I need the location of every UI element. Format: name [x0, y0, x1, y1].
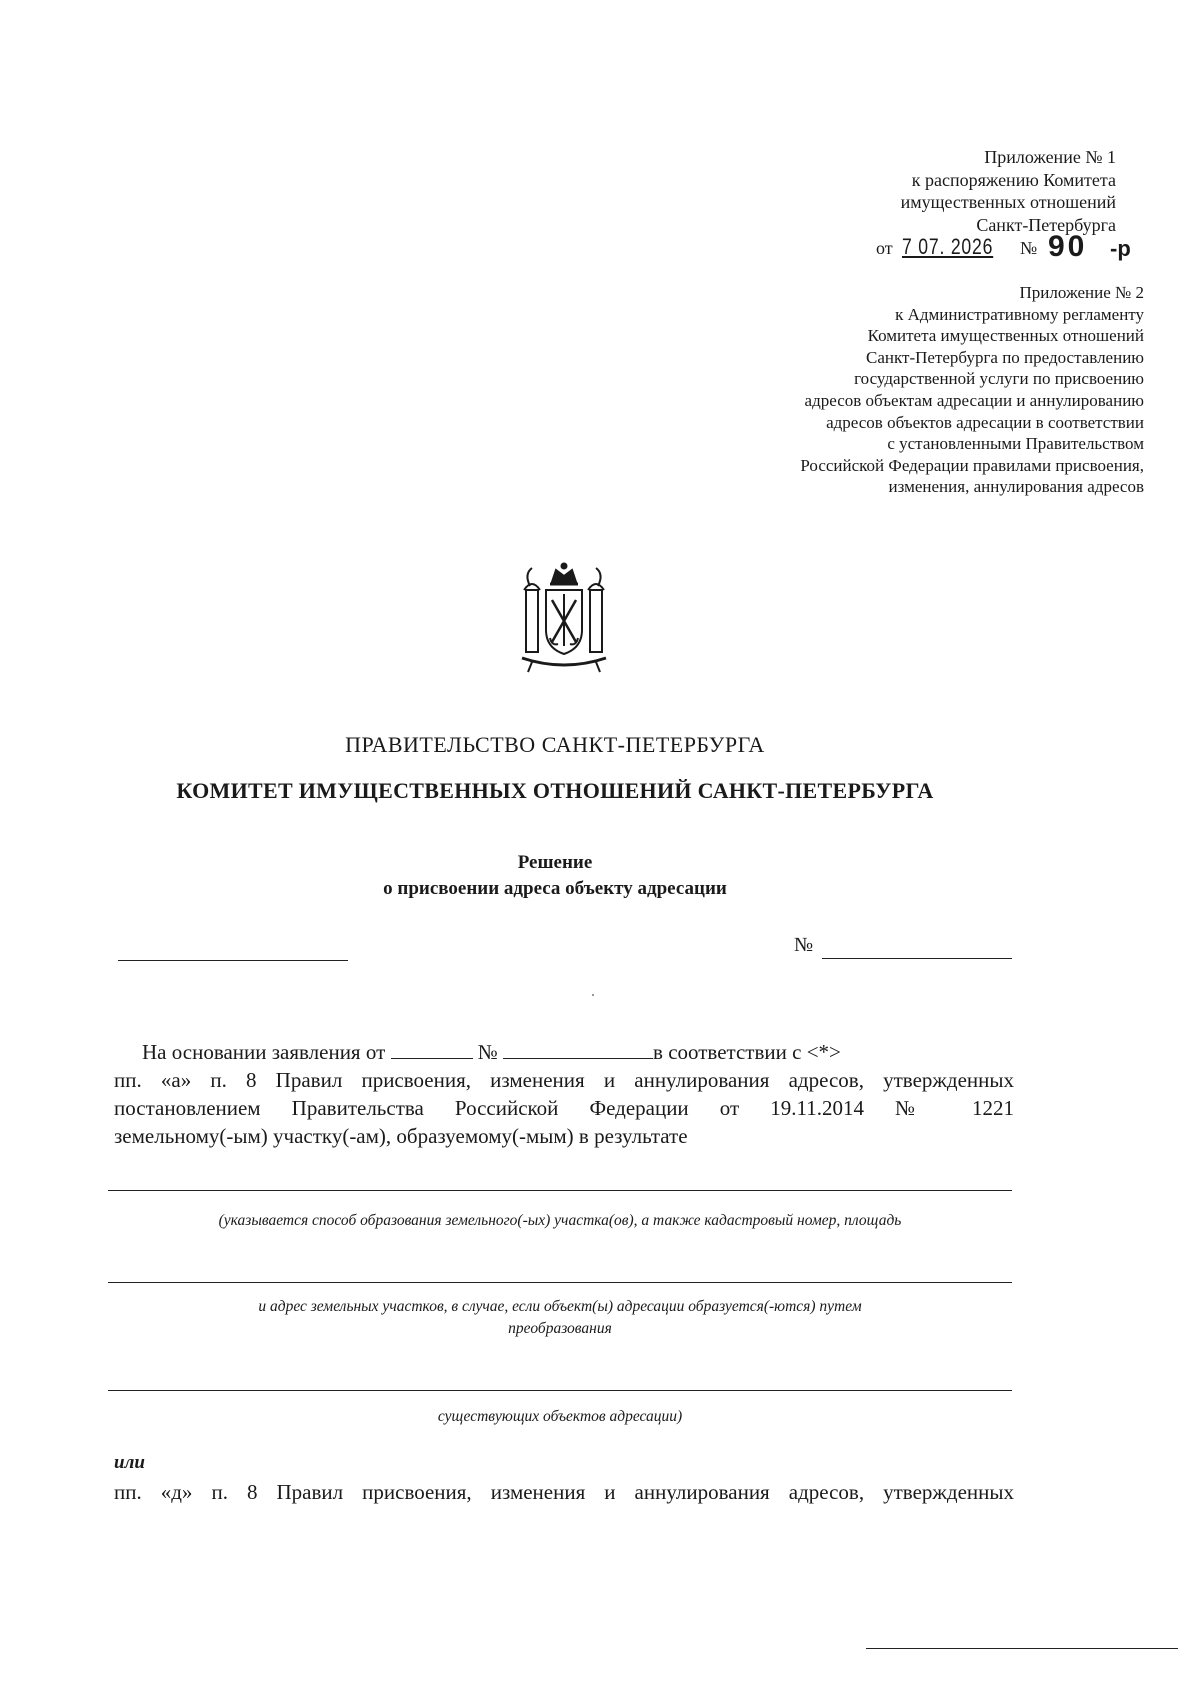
registration-stamp	[870, 232, 1170, 268]
appendix-2-line: к Административному регламенту	[895, 304, 1144, 324]
body-paragraph	[114, 1038, 1014, 1150]
application-date-blank	[391, 1040, 473, 1059]
appendix-1-line: имущественных отношений	[900, 192, 1116, 212]
appendix-2-line: изменения, аннулирования адресов	[888, 477, 1144, 497]
scan-dot	[592, 994, 594, 996]
footer-rule	[866, 1648, 1178, 1649]
body-line-3: постановлением Правительства Российской Федерации от 19.11.2014 № 1221	[114, 1096, 1014, 1120]
fill-in-line-3	[108, 1390, 1012, 1391]
body-paragraph-2	[114, 1478, 1014, 1506]
caption-2-line-2: преобразования	[508, 1320, 612, 1337]
decision-date-blank	[118, 960, 348, 961]
appendix-1-block	[756, 146, 1116, 236]
stamp-number: 90	[1048, 230, 1088, 263]
appendix-2-block	[664, 282, 1144, 498]
stamp-date: 7 07. 2026	[902, 234, 994, 259]
caption-3: существующих объектов адресации)	[437, 1408, 683, 1425]
body-line-4: земельному(-ым) участку(-ам), образуемому(-мым) в результате	[114, 1124, 688, 1148]
or-word: или	[114, 1452, 145, 1473]
fill-in-line-2	[108, 1282, 1012, 1283]
caption-2-line-1: и адрес земельных участков, в случае, если объект(ы) адресации образуется(-ются) путем	[258, 1298, 862, 1315]
appendix-2-line: Санкт-Петербурга по предоставлению	[866, 347, 1144, 367]
appendix-2-line: адресов объектам адресации и аннулированию	[804, 390, 1144, 410]
appendix-1-line: к распоряжению Комитета	[911, 169, 1116, 190]
appendix-2-line: адресов объектов адресации в соответствии	[826, 412, 1144, 432]
stamp-number-suffix: -р	[1110, 236, 1131, 261]
appendix-2-line: государственной услуги по присвоению	[854, 369, 1144, 389]
decision-subtitle: о присвоении адреса объекту адресации	[383, 878, 727, 899]
body-line-5: пп. «д» п. 8 Правил присвоения, изменения и аннулирования адресов, утвержденных	[114, 1480, 1014, 1504]
appendix-1-line: Санкт-Петербурга	[976, 214, 1116, 235]
fill-in-line-1	[108, 1190, 1012, 1191]
in-accordance-text: в соответствии с <*>	[653, 1040, 841, 1064]
decision-number-blank	[822, 958, 1012, 959]
appendix-1-line: Приложение № 1	[984, 147, 1116, 167]
application-number-label: №	[477, 1040, 498, 1064]
appendix-2-line: Российской Федерации правилами присвоения,	[800, 455, 1144, 475]
committee-name: КОМИТЕТ ИМУЩЕСТВЕННЫХ ОТНОШЕНИЙ САНКТ-ПЕТЕРБУРГА	[176, 778, 934, 803]
appendix-2-line: с установленными Правительством	[887, 434, 1144, 454]
body-line-2: пп. «а» п. 8 Правил присвоения, изменения и аннулирования адресов, утвержденных	[114, 1068, 1014, 1092]
appendix-2-line: Комитета имущественных отношений	[867, 326, 1144, 346]
decision-title: Решение	[517, 852, 593, 873]
coat-of-arms-emblem-icon	[516, 560, 612, 680]
government-name: ПРАВИТЕЛЬСТВО САНКТ-ПЕТЕРБУРГА	[345, 732, 765, 757]
stamp-from-label: от	[876, 238, 893, 258]
caption-1: (указывается способ образования земельного(-ых) участка(ов), а также кадастровый номер, площадь	[218, 1212, 902, 1229]
application-number-blank	[503, 1040, 653, 1059]
stamp-number-label: №	[1020, 238, 1038, 258]
appendix-2-line: Приложение № 2	[1019, 283, 1144, 302]
decision-number-label: №	[794, 934, 814, 956]
body-line-1	[114, 1038, 1014, 1066]
application-basis-text: На основании заявления от	[142, 1040, 386, 1064]
